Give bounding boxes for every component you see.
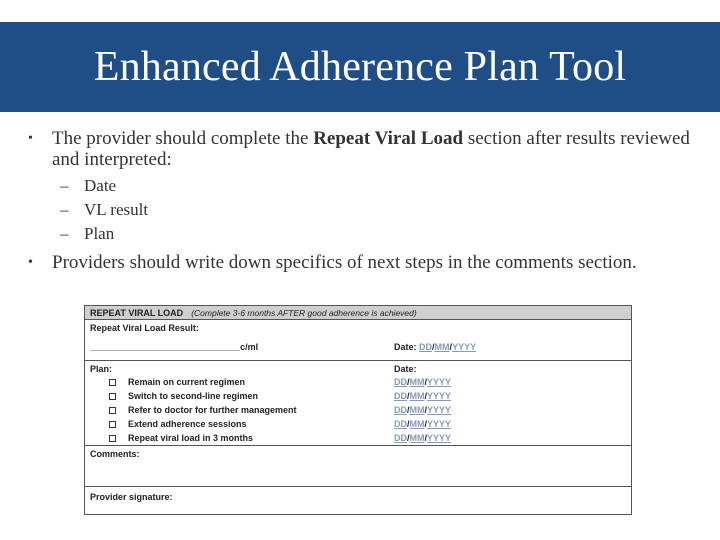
form-header-title: REPEAT VIRAL LOAD	[90, 307, 184, 318]
signature-section[interactable]	[85, 487, 631, 513]
date-dd: DD	[419, 342, 433, 352]
date-label: Date:	[394, 342, 417, 352]
bullet-1-text-bold: Repeat Viral Load	[313, 128, 464, 149]
date-yyyy: YYYY	[427, 377, 452, 387]
date-mm: MM	[409, 433, 425, 443]
date-yyyy: YYYY	[427, 433, 452, 443]
date-mm: MM	[434, 342, 450, 352]
sub-item-vl-result	[0, 198, 720, 222]
page-title: Enhanced Adherence Plan Tool	[93, 44, 627, 90]
date-sep: /	[407, 377, 410, 387]
date-dd: DD	[394, 391, 407, 401]
date-sep: /	[449, 342, 453, 352]
date-mm: MM	[409, 405, 425, 415]
form-header	[85, 306, 631, 320]
checkbox-icon[interactable]	[109, 393, 116, 400]
form-header-note: (Complete 3-6 months AFTER good adherence is achieved)	[191, 307, 417, 318]
date-dd: DD	[394, 433, 407, 443]
date-sep: /	[424, 405, 428, 415]
date-sep: /	[424, 419, 428, 429]
plan-date-label: Date:	[394, 364, 417, 374]
date-sep: /	[424, 433, 428, 443]
checkbox-icon[interactable]	[109, 379, 116, 386]
bullet-2-text: Providers should write down specifics of next steps in the comments section.	[52, 252, 637, 273]
plan-date-4[interactable]	[394, 419, 451, 429]
plan-option-label: Remain on current regimen	[128, 377, 246, 387]
sub-item-label: Plan	[84, 224, 115, 243]
title-bar	[0, 22, 720, 112]
date-yyyy: YYYY	[452, 342, 477, 352]
date-sep: /	[424, 377, 428, 387]
dash: –	[60, 200, 69, 219]
plan-option-extend[interactable]	[109, 419, 247, 429]
bullet-providers-write	[0, 252, 720, 273]
bullet-dot: •	[28, 255, 33, 270]
checkbox-icon[interactable]	[109, 435, 116, 442]
date-sep: /	[432, 342, 435, 352]
date-yyyy: YYYY	[427, 391, 452, 401]
dash: –	[60, 224, 69, 243]
sub-item-label: Date	[84, 176, 117, 195]
date-mm: MM	[409, 391, 425, 401]
sub-bullet-list	[0, 174, 720, 246]
plan-option-label: Switch to second-line regimen	[128, 391, 259, 401]
repeat-viral-load-form	[84, 305, 632, 515]
date-mm: MM	[409, 377, 425, 387]
sub-item-date	[0, 174, 720, 198]
plan-section	[85, 361, 631, 446]
result-section	[85, 320, 631, 361]
bullet-provider-complete	[0, 128, 720, 170]
date-sep: /	[407, 433, 410, 443]
checkbox-icon[interactable]	[109, 407, 116, 414]
date-sep: /	[407, 391, 410, 401]
date-yyyy: YYYY	[427, 419, 452, 429]
plan-date-5[interactable]	[394, 433, 451, 443]
result-date[interactable]	[394, 342, 476, 352]
dash: –	[60, 176, 69, 195]
date-yyyy: YYYY	[427, 405, 452, 415]
date-dd: DD	[394, 377, 407, 387]
plan-date-3[interactable]	[394, 405, 451, 415]
date-dd: DD	[394, 419, 407, 429]
plan-date-2[interactable]	[394, 391, 451, 401]
sub-item-plan	[0, 222, 720, 246]
bullet-dot: •	[28, 131, 33, 146]
plan-option-remain[interactable]	[109, 377, 245, 387]
signature-label: Provider signature:	[90, 492, 173, 502]
bullet-1-text-pre: The provider should complete the	[52, 128, 314, 149]
date-sep: /	[424, 391, 428, 401]
comments-label: Comments:	[90, 449, 140, 459]
date-sep: /	[407, 419, 410, 429]
bullet-1-text-post: section after results reviewed and interpreted:	[52, 128, 690, 170]
plan-option-refer[interactable]	[109, 405, 297, 415]
plan-option-switch[interactable]	[109, 391, 258, 401]
plan-label: Plan:	[90, 364, 113, 374]
result-line[interactable]: ______________________________c/ml	[90, 342, 259, 352]
plan-date-1[interactable]	[394, 377, 451, 387]
sub-item-label: VL result	[84, 200, 149, 219]
checkbox-icon[interactable]	[109, 421, 116, 428]
result-label: Repeat Viral Load Result:	[90, 323, 199, 333]
bullet-list	[0, 128, 720, 273]
date-mm: MM	[409, 419, 425, 429]
plan-option-repeat[interactable]	[109, 433, 253, 443]
plan-option-label: Extend adherence sessions	[128, 419, 247, 429]
date-dd: DD	[394, 405, 407, 415]
plan-option-label: Refer to doctor for further management	[128, 405, 297, 415]
date-sep: /	[407, 405, 410, 415]
comments-section[interactable]	[85, 446, 631, 487]
plan-option-label: Repeat viral load in 3 months	[128, 433, 254, 443]
